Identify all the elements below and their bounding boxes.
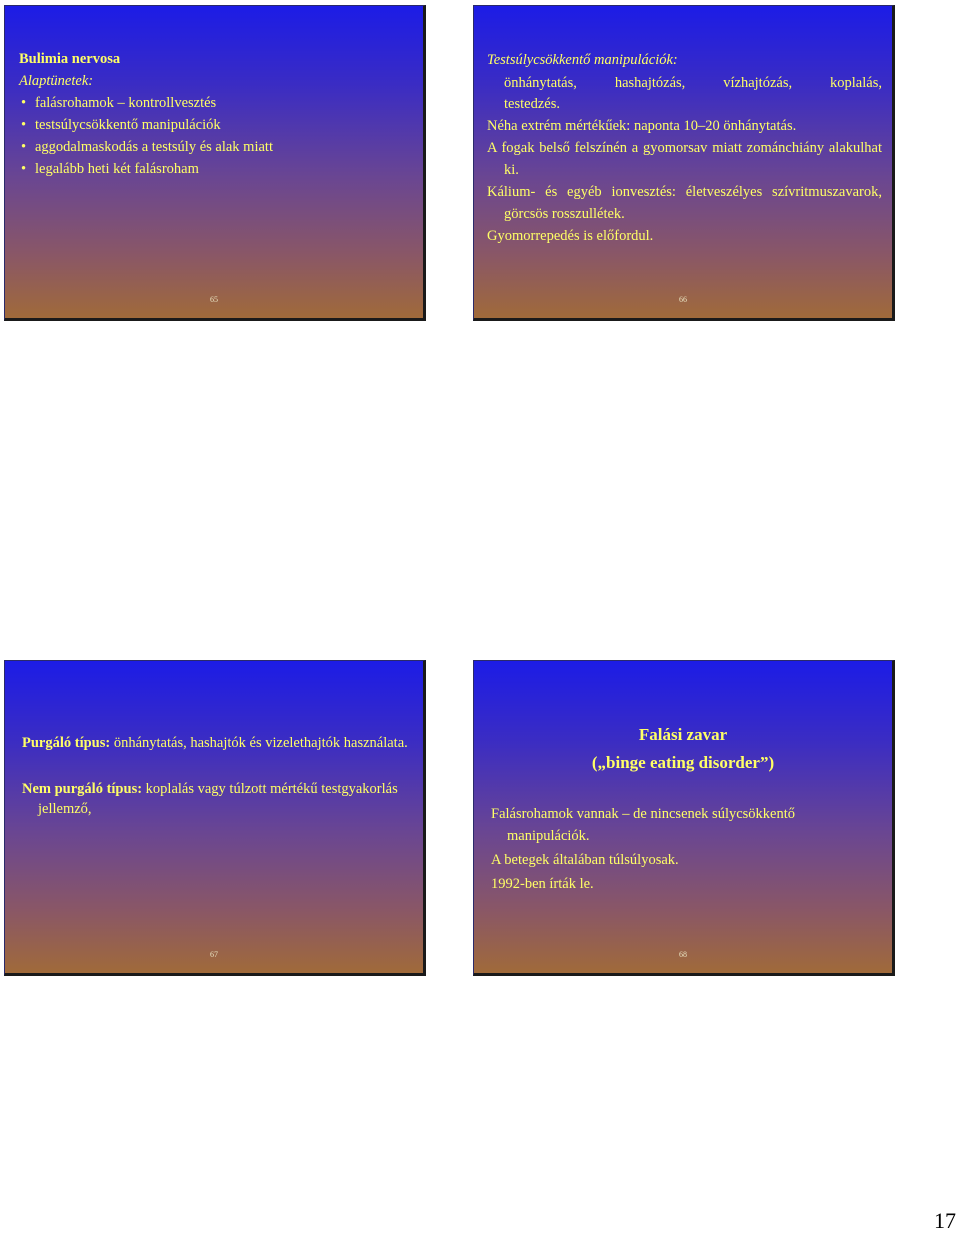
slide-number: 66 (679, 295, 687, 304)
list-word: önhánytatás, (504, 74, 577, 91)
paragraph-non-purging (22, 779, 412, 819)
slide-heading: Testsúlycsökkentő manipulációk: (487, 52, 678, 68)
list-tail: testedzés. (504, 96, 560, 112)
term-bold: Purgáló típus: (22, 735, 111, 751)
slide-66-content (487, 50, 882, 249)
list-item: • falásrohamok – kontrollvesztés (19, 92, 413, 114)
slide-number: 68 (679, 950, 687, 959)
title-line: („binge eating disorder”) (591, 753, 775, 772)
slide-subtitle: Alaptünetek: (19, 73, 94, 89)
title-line: Falási zavar (638, 725, 728, 744)
slide-67 (4, 660, 426, 976)
slide-67-content (22, 733, 412, 819)
slide-65 (4, 5, 426, 321)
slide-66 (473, 5, 895, 321)
manipulation-list (504, 73, 882, 116)
paragraph: Falásrohamok vannak – de nincsenek súlycsökkentő manipulációk. (491, 806, 796, 844)
list-word: koplalás, (830, 74, 882, 91)
paragraph: 1992-ben írták le. (491, 876, 594, 892)
slide-65-content (19, 48, 413, 180)
slide-68 (473, 660, 895, 976)
slide-number: 65 (210, 295, 218, 304)
paragraph: Kálium- és egyéb ionvesztés: életveszélyes szívritmuszavarok, görcsös rosszullétek. (487, 184, 882, 222)
page-number: 17 (934, 1208, 956, 1233)
term-description: önhánytatás, hashajtók és vizelethajtók használata. (110, 735, 408, 751)
paragraph: A fogak belső felszínén a gyomorsav miatt zománchiány alakulhat ki. (487, 140, 882, 178)
symptom-list (19, 92, 413, 180)
slide-title (474, 721, 892, 777)
slide-68-content (491, 803, 881, 897)
list-word: vízhajtózás, (723, 74, 793, 91)
paragraph-purging (22, 733, 412, 753)
term-description: koplalás vagy túlzott mértékű testgyakorlás jellemző, (38, 781, 398, 817)
list-item: • legalább heti két falásroham (19, 158, 413, 180)
slide-number: 67 (210, 950, 218, 959)
paragraph: Néha extrém mértékűek: naponta 10–20 önhánytatás. (487, 117, 797, 134)
list-item: • aggodalmaskodás a testsúly és alak miatt (19, 136, 413, 158)
list-item: • testsúlycsökkentő manipulációk (19, 114, 413, 136)
paragraph: A betegek általában túlsúlyosak. (491, 852, 679, 868)
term-bold: Nem purgáló típus: (22, 781, 143, 797)
list-word: hashajtózás, (614, 74, 686, 91)
slide-title: Bulimia nervosa (19, 51, 121, 67)
paragraph: Gyomorrepedés is előfordul. (487, 228, 654, 244)
